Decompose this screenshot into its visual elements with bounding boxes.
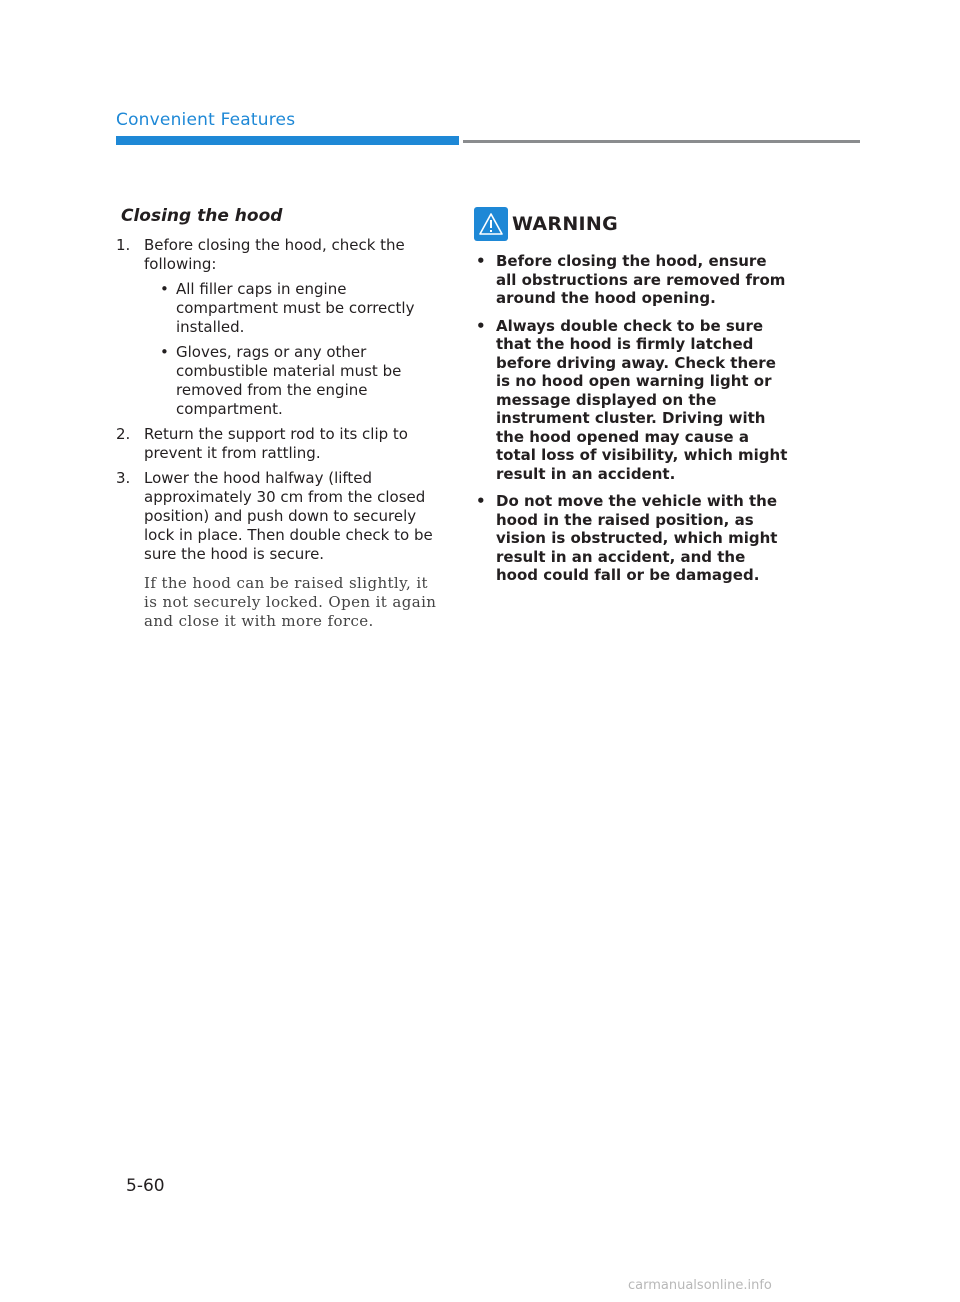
header-accent-bar xyxy=(116,136,459,145)
watermark: carmanualsonline.info xyxy=(628,1278,772,1293)
step-number: 2. xyxy=(116,425,131,443)
warning-item xyxy=(474,252,790,308)
warning-header xyxy=(474,207,790,243)
bullet-icon: • xyxy=(476,316,486,335)
procedure-step-3 xyxy=(116,469,444,564)
warning-item-text: Before closing the hood, ensure all obstructions are removed from around the hood opening. xyxy=(496,252,786,307)
bullet-icon: • xyxy=(160,343,169,361)
page-number: 5-60 xyxy=(126,1176,165,1196)
bullet-icon: • xyxy=(476,492,486,510)
step-text: Before closing the hood, check the following: xyxy=(144,236,405,273)
warning-triangle-icon xyxy=(474,207,508,241)
warning-item xyxy=(474,317,790,484)
procedure-heading: Closing the hood xyxy=(121,206,283,226)
procedure-step-1 xyxy=(116,236,444,419)
warning-item-text: Do not move the vehicle with the hood in the raised position, as vision is obstructed, which might result in an accident, and the hood could fall or be damaged. xyxy=(496,492,778,584)
checklist-item xyxy=(160,280,444,337)
step-text: Lower the hood halfway (lifted approximately 30 cm from the closed position) and push down to securely lock in place. Then double check to be sure the hood is secure. xyxy=(144,469,433,563)
procedure-column xyxy=(116,206,444,631)
step-number: 3. xyxy=(116,469,131,487)
checklist-item-text: Gloves, rags or any other combustible material must be removed from the engine compartment. xyxy=(176,343,402,418)
bullet-icon: • xyxy=(160,280,169,298)
warning-item-text: Always double check to be sure that the hood is firmly latched before driving away. Check there is no hood open warning light or message displayed on the instrument cluster. Driving with the hood opened may cause a total loss of visibility, which might result in an accident. xyxy=(496,316,788,483)
procedure-note: If the hood can be raised slightly, it is not securely locked. Open it again and close it with more force. xyxy=(144,574,437,630)
step-number: 1. xyxy=(116,236,131,254)
section-title: Convenient Features xyxy=(116,110,296,130)
bullet-icon: • xyxy=(476,252,486,270)
warning-title: WARNING xyxy=(512,213,619,235)
checklist-item xyxy=(160,343,444,419)
checklist-item-text: All filler caps in engine compartment must be correctly installed. xyxy=(176,280,415,336)
header-rule xyxy=(463,140,860,143)
step-text: Return the support rod to its clip to prevent it from rattling. xyxy=(144,425,408,462)
warning-item xyxy=(474,492,790,585)
procedure-step-2 xyxy=(116,425,444,463)
warning-box xyxy=(474,207,790,585)
